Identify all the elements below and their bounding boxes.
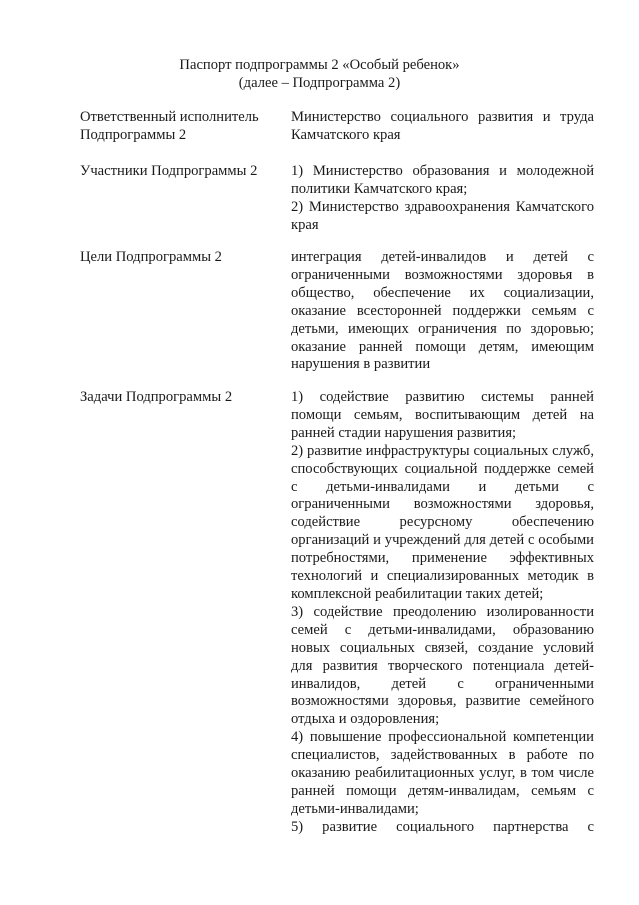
value-paragraph: 1) содействие развитию системы ранней помощи семьям, воспитывающим детей на ранней стадии нарушения развития; (291, 389, 594, 441)
row-value (291, 389, 594, 837)
value-paragraph: 2) Министерство здравоохранения Камчатского края (291, 198, 594, 233)
value-paragraph: 2) развитие инфраструктуры социальных служб, способствующих социальной поддержке семей с детьми-инвалидами и детьми с ограниченными возможностями здоровья, содействие ресурсному обеспечению организаций и учреждений для детей с особыми потребностями, применение эффективных технологий и специализированных методик в комплексной реабилитации таких детей; (291, 442, 594, 602)
value-paragraph: 4) повышение профессиональной компетенции специалистов, задействованных в работе по оказанию реабилитационных услуг, в том числе ранней помощи детям-инвалидам, семьям с детьми-инвалидами; (291, 729, 594, 817)
row-value (291, 249, 594, 374)
passport-title (0, 56, 639, 92)
value-paragraph: 1) Министерство образования и молодежной политики Камчатского края; (291, 163, 594, 197)
row-label: Цели Подпрограммы 2 (80, 249, 222, 265)
row-value (291, 163, 594, 235)
row-label: Участники Подпрограммы 2 (80, 163, 258, 179)
row-label: Задачи Подпрограммы 2 (80, 389, 233, 405)
value-paragraph: Министерство социального развития и труда Камчатского края (291, 109, 594, 143)
value-paragraph: 3) содействие преодолению изолированности семей с детьми-инвалидами, образованию новых социальных связей, создание условий для развития творческого потенциала детей-инвалидов, детей с ограниченными возможностями здоровья, развитие семейного отдыха и оздоровления; (291, 603, 594, 728)
row-label: Ответственный исполнитель Подпрограммы 2 (80, 109, 259, 143)
row-value (291, 109, 594, 145)
value-paragraph: 5) развитие социального партнерства с (291, 818, 594, 835)
value-paragraph: интеграция детей-инвалидов и детей с ограниченными возможностями здоровья в общество, обеспечение их социализации, оказание всесторонней поддержки семьям с детьми, имеющих ограничения по здоровью; оказание ранней помощи детям, имеющим нарушения в развитии (291, 249, 594, 373)
title-line-1: Паспорт подпрограммы 2 «Особый ребенок» (179, 57, 460, 73)
title-line-2: (далее – Подпрограмма 2) (238, 75, 401, 91)
